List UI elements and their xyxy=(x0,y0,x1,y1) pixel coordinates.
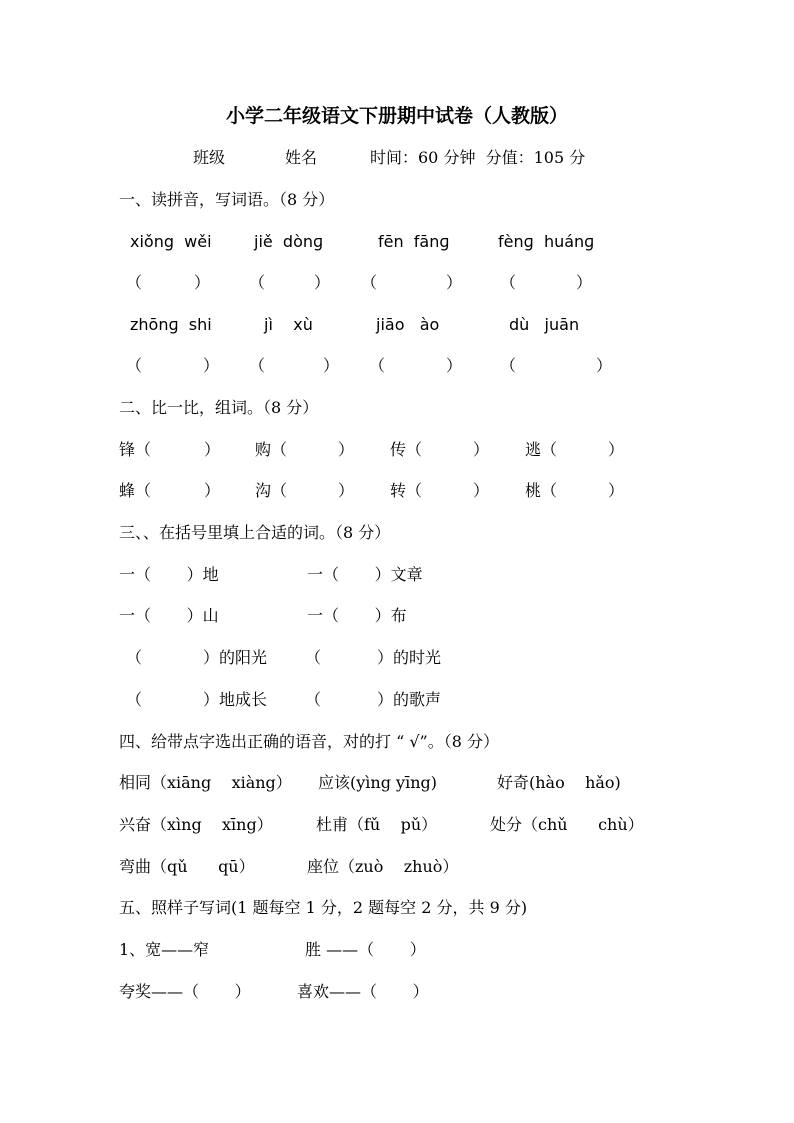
fill-item: （ ）地成长 xyxy=(126,690,268,709)
answer-paren-open: （ xyxy=(126,273,143,292)
compare-paren-close: ） xyxy=(608,440,625,459)
antonym-item: 喜欢——（ ） xyxy=(297,982,429,1001)
answer-paren-open: （ xyxy=(361,273,378,292)
compare-char-1: 锋（ xyxy=(119,440,152,459)
compare-paren-close: ） xyxy=(473,440,490,459)
pronunciation-item: 弯曲（qǔ qū） xyxy=(119,857,255,876)
answer-paren-open: （ xyxy=(369,356,386,375)
compare-char-2: 购（ xyxy=(255,440,288,459)
compare-paren-close: ） xyxy=(338,481,355,500)
section-1-heading: 一、读拼音，写词语。（8 分） xyxy=(119,190,335,209)
fill-item: （ ）的歌声 xyxy=(305,690,441,709)
pinyin-3: fēn fānɡ xyxy=(378,232,450,251)
section-3-heading: 三、、在括号里填上合适的词。（8 分） xyxy=(119,523,391,542)
answer-paren-close: ） xyxy=(596,356,613,375)
answer-paren-open: （ xyxy=(500,273,517,292)
answer-paren-close: ） xyxy=(576,273,593,292)
compare-char-4: 逃（ xyxy=(525,440,558,459)
answer-paren-close: ） xyxy=(194,273,211,292)
section-2-heading: 二、比一比，组词。（8 分） xyxy=(119,398,319,417)
fill-item: 一（ ）山 xyxy=(119,606,219,625)
class-label: 班级 xyxy=(193,148,226,167)
compare-char-5: 蜂（ xyxy=(119,481,152,500)
pinyin-2: jiě dònɡ xyxy=(254,232,324,251)
page-title: 小学二年级语文下册期中试卷（人教版） xyxy=(225,105,568,127)
answer-paren-close: ） xyxy=(203,356,220,375)
pronunciation-item: 杜甫（fǔ pǔ） xyxy=(316,815,438,834)
pinyin-4: fènɡ huánɡ xyxy=(498,232,595,251)
answer-paren-open: （ xyxy=(249,356,266,375)
answer-paren-open: （ xyxy=(249,273,266,292)
pronunciation-item: 好奇(hào hǎo) xyxy=(497,773,621,792)
answer-paren-close: ） xyxy=(323,356,340,375)
fill-item: （ ）的时光 xyxy=(305,648,441,667)
pronunciation-item: 兴奋（xìng xīng） xyxy=(119,815,273,834)
compare-paren-close: ） xyxy=(473,481,490,500)
pinyin-8: dù juān xyxy=(509,315,580,334)
fill-item: （ ）的阳光 xyxy=(126,648,268,667)
pronunciation-item: 处分（chǔ chù） xyxy=(490,815,644,834)
compare-paren-close: ） xyxy=(608,481,625,500)
compare-char-6: 沟（ xyxy=(255,481,288,500)
antonym-item: 夸奖——（ ） xyxy=(119,982,251,1001)
pronunciation-item: 座位（zuò zhuò） xyxy=(307,857,459,876)
compare-paren-close: ） xyxy=(204,481,221,500)
compare-paren-close: ） xyxy=(338,440,355,459)
section-5-heading: 五、照样子写词(1 题每空 1 分，2 题每空 2 分，共 9 分) xyxy=(119,898,528,917)
answer-paren-open: （ xyxy=(500,356,517,375)
compare-char-7: 转（ xyxy=(390,481,423,500)
fill-item: 一（ ）文章 xyxy=(307,565,423,584)
name-label: 姓名 xyxy=(285,148,318,167)
compare-char-3: 传（ xyxy=(390,440,423,459)
section-4-heading: 四、给带点字选出正确的语音，对的打 “ √”。（8 分） xyxy=(119,732,499,751)
pinyin-5: zhōnɡ shi xyxy=(130,315,212,334)
time-score-label: 时间：60 分钟 分值：105 分 xyxy=(370,148,586,167)
answer-paren-open: （ xyxy=(126,356,143,375)
fill-item: 一（ ）布 xyxy=(307,606,407,625)
pinyin-7: jiāo ào xyxy=(376,315,440,334)
compare-paren-close: ） xyxy=(204,440,221,459)
pinyin-1: xiǒng wěi xyxy=(130,232,212,251)
antonym-example: 1、宽——窄 xyxy=(119,940,210,959)
compare-char-8: 桃（ xyxy=(525,481,558,500)
fill-item: 一（ ）地 xyxy=(119,565,219,584)
pronunciation-item: 应该(yìng yīng) xyxy=(318,773,437,792)
answer-paren-close: ） xyxy=(446,273,463,292)
answer-paren-close: ） xyxy=(314,273,331,292)
antonym-item: 胜 ——（ ） xyxy=(305,940,426,959)
pronunciation-item: 相同（xiāng xiàng） xyxy=(119,773,292,792)
pinyin-6: jì xù xyxy=(264,315,313,334)
answer-paren-close: ） xyxy=(446,356,463,375)
